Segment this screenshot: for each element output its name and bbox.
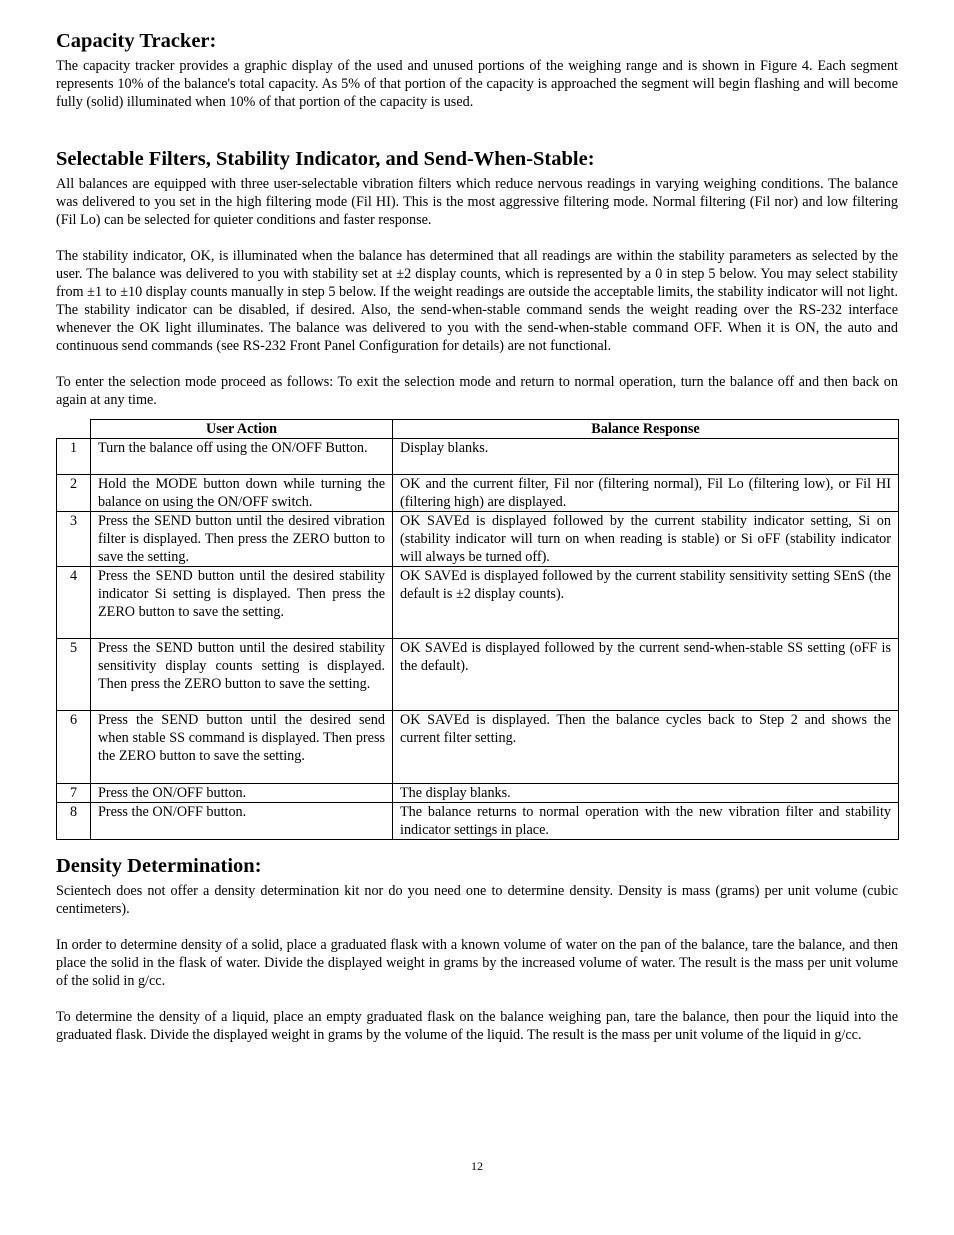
spacer bbox=[56, 918, 898, 936]
density-paragraph-1: Scientech does not offer a density determination kit nor do you need one to determine density. Density is mass (grams) per unit volume (cubic centimeters). bbox=[56, 883, 898, 917]
table-row bbox=[57, 803, 899, 840]
user-action-cell: Press the SEND button until the desired stability sensitivity display counts setting is displayed. Then press the ZERO button to save the setting. bbox=[91, 639, 393, 711]
document-page bbox=[56, 28, 898, 1044]
capacity-tracker-heading: Capacity Tracker: bbox=[56, 30, 217, 52]
step-number: 4 bbox=[57, 567, 91, 639]
user-action-cell: Press the ON/OFF button. bbox=[91, 803, 393, 840]
spacer bbox=[56, 229, 898, 247]
filters-heading: Selectable Filters, Stability Indicator, and Send-When-Stable: bbox=[56, 148, 595, 170]
spacer bbox=[56, 355, 898, 373]
selection-mode-table bbox=[56, 419, 899, 840]
table-header-corner bbox=[57, 420, 91, 439]
user-action-cell: Press the SEND button until the desired vibration filter is displayed. Then press the ZERO button to save the setting. bbox=[91, 512, 393, 567]
table-row bbox=[57, 784, 899, 803]
table-header-balance-response: Balance Response bbox=[393, 420, 899, 439]
density-paragraph-2: In order to determine density of a solid, place a graduated flask with a known volume of water on the pan of the balance, tare the balance, and then place the solid in the flask of water. Divide the displayed weight in grams by the increased volume of water. The result is the mass per unit volume of the solid in g/cc. bbox=[56, 937, 898, 989]
table-row bbox=[57, 711, 899, 784]
table-row bbox=[57, 475, 899, 512]
user-action-cell: Press the SEND button until the desired send when stable SS command is displayed. Then press the ZERO button to save the setting. bbox=[91, 711, 393, 784]
filters-paragraph-3: To enter the selection mode proceed as follows: To exit the selection mode and return to normal operation, turn the balance off and then back on again at any time. bbox=[56, 374, 898, 408]
capacity-tracker-paragraph: The capacity tracker provides a graphic display of the used and unused portions of the weighing range and is shown in Figure 4. Each segment represents 10% of the balance's total capacity. As 5% of that portion of the capacity is approached the segment will begin flashing and will become fully (solid) illuminated when 10% of that portion of the capacity is used. bbox=[56, 58, 898, 110]
user-action-cell: Turn the balance off using the ON/OFF Button. bbox=[91, 439, 393, 475]
density-heading: Density Determination: bbox=[56, 855, 262, 877]
spacer bbox=[56, 409, 898, 419]
user-action-cell: Hold the MODE button down while turning the balance on using the ON/OFF switch. bbox=[91, 475, 393, 512]
table-row bbox=[57, 512, 899, 567]
filters-paragraph-1: All balances are equipped with three user-selectable vibration filters which reduce nervous readings in varying weighing conditions. The balance was delivered to you set in the high filtering mode (Fil HI). This is the most aggressive filtering mode. Normal filtering (Fil nor) and low filtering (Fil Lo) can be selected for quieter conditions and faster response. bbox=[56, 176, 898, 228]
step-number: 3 bbox=[57, 512, 91, 567]
table-header-row bbox=[57, 420, 899, 439]
step-number: 7 bbox=[57, 784, 91, 803]
balance-response-cell: OK SAVEd is displayed followed by the current send-when-stable SS setting (oFF is the default). bbox=[393, 639, 899, 711]
step-number: 8 bbox=[57, 803, 91, 840]
balance-response-cell: OK SAVEd is displayed followed by the current stability indicator setting, Si on (stability indicator will turn on when reading is stable) or Si oFF (stability indicator will always be turned off). bbox=[393, 512, 899, 567]
table-row bbox=[57, 567, 899, 639]
step-number: 1 bbox=[57, 439, 91, 475]
spacer bbox=[56, 990, 898, 1008]
filters-paragraph-2: The stability indicator, OK, is illuminated when the balance has determined that all readings are within the stability parameters as selected by the user. The balance was delivered to you with stability set at ±2 display counts, which is represented by a 0 in step 5 below. You may select stability from ±1 to ±10 display counts manually in step 5 below. If the weight readings are outside the acceptable limits, the stability indicator will not light. The stability indicator can be disabled, if desired. Also, the send-when-stable command sends the weight reading over the RS-232 interface whenever the OK light illuminates. The balance was delivered to you with the send-when-stable command OFF. When it is ON, the auto and continuous send commands (see RS-232 Front Panel Configuration for details) are not functional. bbox=[56, 248, 898, 354]
balance-response-cell: Display blanks. bbox=[393, 439, 899, 475]
table-row bbox=[57, 639, 899, 711]
user-action-cell: Press the ON/OFF button. bbox=[91, 784, 393, 803]
balance-response-cell: OK SAVEd is displayed. Then the balance cycles back to Step 2 and shows the current filter setting. bbox=[393, 711, 899, 784]
balance-response-cell: OK SAVEd is displayed followed by the current stability sensitivity setting SEnS (the default is ±2 display counts). bbox=[393, 567, 899, 639]
step-number: 6 bbox=[57, 711, 91, 784]
table-header-user-action: User Action bbox=[91, 420, 393, 439]
balance-response-cell: The balance returns to normal operation with the new vibration filter and stability indicator settings in place. bbox=[393, 803, 899, 840]
spacer bbox=[56, 111, 898, 146]
table-row bbox=[57, 439, 899, 475]
balance-response-cell: The display blanks. bbox=[393, 784, 899, 803]
user-action-cell: Press the SEND button until the desired stability indicator Si setting is displayed. Then press the ZERO button to save the setting. bbox=[91, 567, 393, 639]
balance-response-cell: OK and the current filter, Fil nor (filtering normal), Fil Lo (filtering low), or Fil HI (filtering high) are displayed. bbox=[393, 475, 899, 512]
density-paragraph-3: To determine the density of a liquid, place an empty graduated flask on the balance weighing pan, tare the balance, then pour the liquid into the graduated flask. Divide the displayed weight in grams by the volume of the liquid. The result is the mass per unit volume of the liquid in g/cc. bbox=[56, 1009, 898, 1043]
spacer bbox=[56, 840, 898, 853]
step-number: 5 bbox=[57, 639, 91, 711]
page-number: 12 bbox=[471, 1159, 483, 1173]
step-number: 2 bbox=[57, 475, 91, 512]
